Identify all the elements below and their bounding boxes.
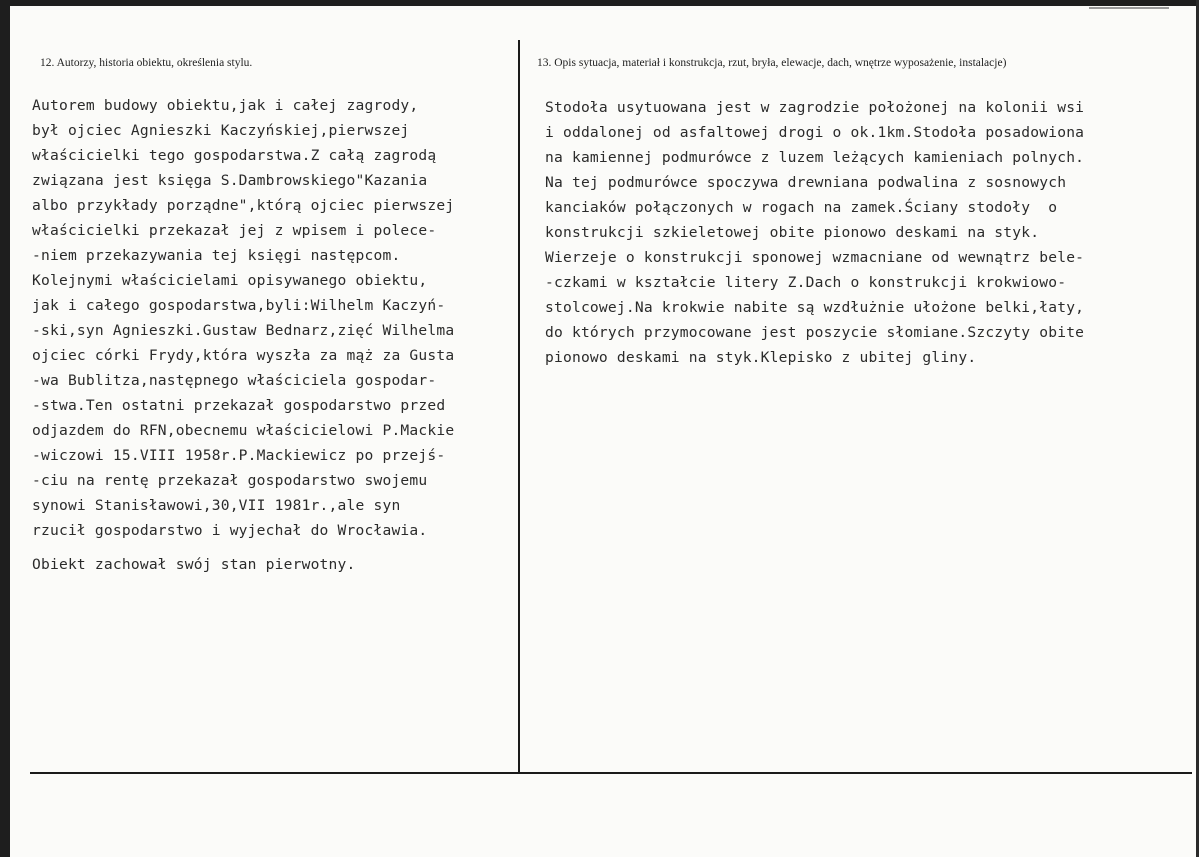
history-line: Autorem budowy obiektu,jak i całej zagrody, [32, 97, 419, 114]
history-text [32, 93, 454, 577]
history-line: związana jest księga S.Dambrowskiego"Kazania [32, 172, 428, 189]
section-13-header: 13. Opis sytuacja, materiał i konstrukcja, rzut, bryła, elewacje, dach, wnętrze wyposażenie, instalacje) [537, 57, 1007, 69]
scan-edge-left [0, 0, 10, 857]
history-line: właścicielki tego gospodarstwa.Z całą zagrodą [32, 147, 437, 164]
scan-edge-top [0, 0, 1199, 6]
history-line: właścicielki przekazał jej z wpisem i polece- [32, 222, 437, 239]
bottom-rule [30, 772, 1192, 774]
history-line: -niem przekazywania tej księgi następcom. [32, 247, 401, 264]
history-closing-line: Obiekt zachował swój stan pierwotny. [32, 556, 356, 573]
history-line: -wiczowi 15.VIII 1958r.P.Mackiewicz po przejś- [32, 447, 446, 464]
history-line: ojciec córki Frydy,która wyszła za mąż za Gusta [32, 347, 455, 364]
history-line: -stwa.Ten ostatni przekazał gospodarstwo przed [32, 397, 446, 414]
description-line: Stodoła usytuowana jest w zagrodzie położonej na kolonii wsi [545, 99, 1085, 116]
description-line: kanciaków połączonych w rogach na zamek.Ściany stodoły o [545, 199, 1058, 216]
history-line: -ciu na rentę przekazał gospodarstwo swojemu [32, 472, 428, 489]
description-line: pionowo deskami na styk.Klepisko z ubitej gliny. [545, 349, 977, 366]
description-line: na kamiennej podmurówce z luzem leżących kamieniach polnych. [545, 149, 1085, 166]
description-line: stolcowej.Na krokwie nabite są wzdłużnie ułożone belki,łaty, [545, 299, 1085, 316]
history-line: rzucił gospodarstwo i wyjechał do Wrocławia. [32, 522, 428, 539]
history-line: był ojciec Agnieszki Kaczyńskiej,pierwszej [32, 122, 410, 139]
section-12-header: 12. Autorzy, historia obiektu, określenia stylu. [40, 57, 253, 69]
history-line: albo przykłady porządne",którą ojciec pierwszej [32, 197, 455, 214]
history-line: odjazdem do RFN,obecnemu właścicielowi P.Mackie [32, 422, 455, 439]
corner-mark [1089, 7, 1169, 9]
column-divider [518, 40, 520, 772]
history-line: -ski,syn Agnieszki.Gustaw Bednarz,zięć Wilhelma [32, 322, 455, 339]
description-text [545, 95, 1084, 370]
history-line: jak i całego gospodarstwa,byli:Wilhelm Kaczyń- [32, 297, 446, 314]
description-line: Wierzeje o konstrukcji sponowej wzmacniane od wewnątrz bele- [545, 249, 1085, 266]
history-line: -wa Bublitza,następnego właściciela gospodar- [32, 372, 437, 389]
description-line: Na tej podmurówce spoczywa drewniana podwalina z sosnowych [545, 174, 1067, 191]
description-line: konstrukcji szkieletowej obite pionowo deskami na styk. [545, 224, 1040, 241]
description-line: i oddalonej od asfaltowej drogi o ok.1km.Stodoła posadowiona [545, 124, 1085, 141]
description-line: do których przymocowane jest poszycie słomiane.Szczyty obite [545, 324, 1085, 341]
history-line: Kolejnymi właścicielami opisywanego obiektu, [32, 272, 428, 289]
history-line: synowi Stanisławowi,30,VII 1981r.,ale syn [32, 497, 401, 514]
description-line: -czkami w kształcie litery Z.Dach o konstrukcji krokwiowo- [545, 274, 1067, 291]
